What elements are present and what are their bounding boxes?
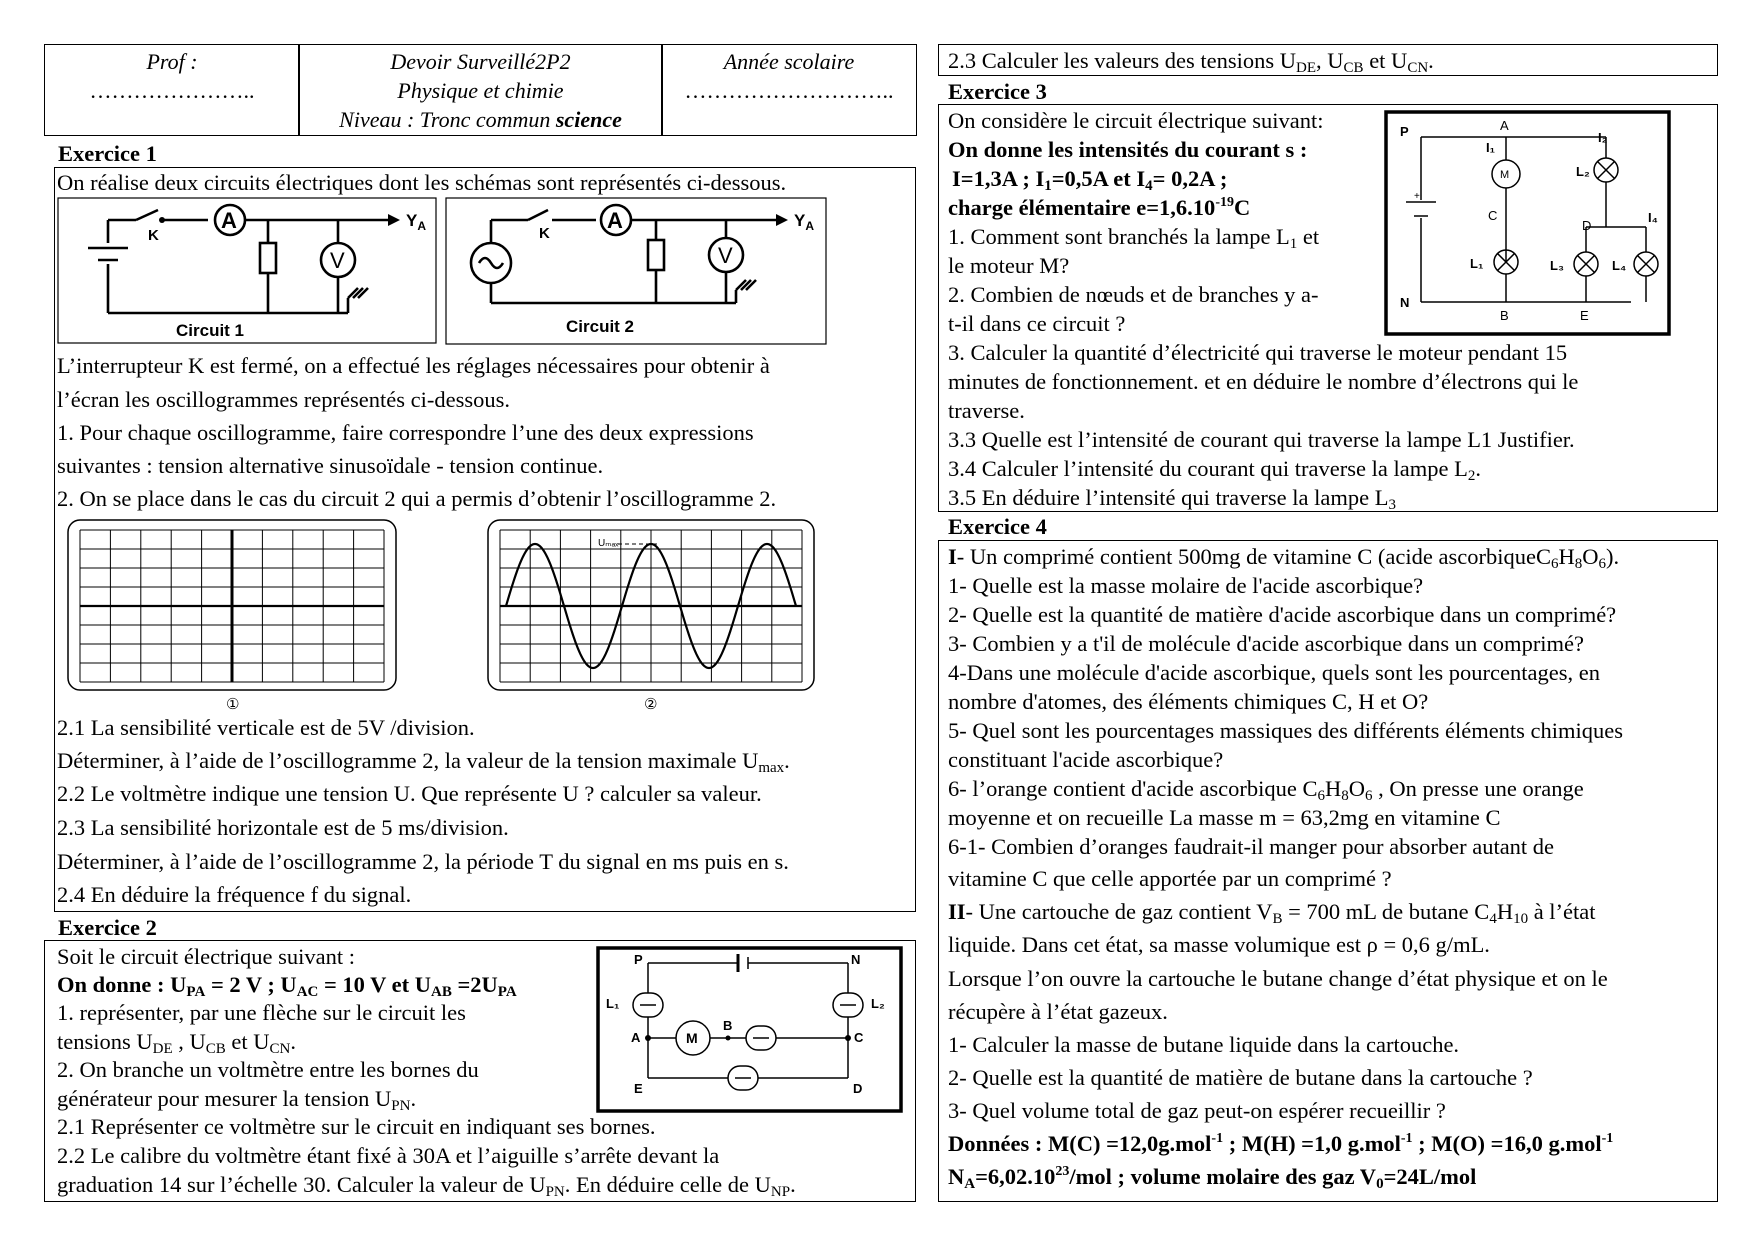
ex2-motor-label: M (686, 1030, 698, 1046)
ex2-q1b: tensions $U_{DE}$ , $U_{CB}$ et $U_{CN}$. (57, 1029, 296, 1057)
ex3-node-n: N (1400, 295, 1410, 310)
ex3-lamp-l2-label: L₂ (1576, 164, 1590, 179)
ex4-l20: Données : M(C) =12,0g.mol$^{-1}$ ; M(H) =1,0 g.mol$^{-1}$ ; M(O) =16,0 g.mol$^{-1}$ (948, 1131, 1614, 1156)
ex2-node-d: D (853, 1081, 863, 1096)
ex3-q1b: le moteur M? (948, 253, 1070, 278)
ex4-l1: I- Un comprimé contient 500mg de vitamine C (acide $ascorbiqueC_6H_8O_6$). (948, 544, 1620, 572)
ex4-l7: 5- Quel sont les pourcentages massiques des différents éléments chimiques (948, 718, 1624, 743)
year-label: Année scolaire (723, 49, 855, 74)
ex3-q1a: 1. Comment sont branchés la lampe $L_1$ et (948, 224, 1320, 252)
ex3-node-c: C (1488, 208, 1498, 223)
ex1-q22: 2.2 Le voltmètre indique une tension U. Que représente U ? calculer sa valeur. (57, 781, 762, 806)
ex2-q22a: 2.2 Le calibre du voltmètre étant fixé à 30A et l’aiguille s’arrête devant la (57, 1143, 720, 1168)
ex4-l10: moyenne et on recueille La masse m = 63,2mg en vitamine C (948, 805, 1501, 830)
ex2-lamp-l2-label: L₂ (871, 996, 885, 1011)
ex1-p1: L’interrupteur K est fermé, on a effectué les réglages nécessaires pour obtenir à (57, 353, 770, 378)
ex1-q24: 2.4 En déduire la fréquence f du signal. (57, 882, 412, 907)
ex3-i4-label: I₄ (1648, 210, 1658, 225)
ex4-l6: nombre d'atomes, des éléments chimiques C, H et O? (948, 689, 1429, 714)
ex4-l8: constituant l'acide ascorbique? (948, 747, 1224, 772)
c2-ammeter-label: A (607, 208, 623, 233)
ex3-lamp-l1-label: L₁ (1470, 256, 1484, 271)
ex2-q2b: générateur pour mesurer la tension $U_{PN}$. (57, 1086, 417, 1114)
ex3-circuit-frame (1386, 112, 1669, 334)
oscillogram-2 (488, 520, 818, 713)
ex2-circuit-diagram (598, 948, 903, 1113)
prof-label: Prof : (146, 49, 198, 74)
ex4-l5: 4-Dans une molécule d'acide ascorbique, quels sont les pourcentages, en (948, 660, 1600, 685)
ex1-q2: 2. On se place dans le cas du circuit 2 qui a permis d’obtenir l’oscillogramme 2. (57, 486, 777, 511)
ex4-l3: 2- Quelle est la quantité de matière d'acide ascorbique dans un comprimé? (948, 602, 1617, 627)
header-year (661, 44, 917, 136)
oscillogram-1 (68, 520, 398, 713)
ex2-node-p: P (634, 952, 643, 967)
ex4-l2: 1- Quelle est la masse molaire de l'acide ascorbique? (948, 573, 1424, 598)
ex3-q34: 3.4 Calculer l’intensité du courant qui traverse la lampe $L_2$. (948, 456, 1481, 484)
ex3-q3a: 3. Calculer la quantité d’électricité qui traverse le moteur pendant 15 (948, 340, 1568, 365)
ex4-l11: 6-1- Combien d’oranges faudrait-il manger pour absorber autant de (948, 834, 1555, 859)
exam-subject: Physique et chimie (397, 78, 564, 103)
ex1-q1a: 1. Pour chaque oscillogramme, faire correspondre l’une des deux expressions (57, 420, 754, 445)
ex4-l16: récupère à l’état gazeux. (948, 999, 1168, 1024)
ex1-p2: l’écran les oscillogrammes représentés ci-dessous. (57, 387, 510, 412)
circuit-1-diagram (58, 198, 438, 344)
prof-dots: ………………….. (89, 78, 255, 103)
circuit-2-diagram (446, 198, 828, 346)
ex4-l18: 2- Quelle est la quantité de matière de butane dans la cartouche ? (948, 1065, 1533, 1090)
year-dots: ……………………….. (684, 78, 894, 103)
c1-ya-label: $Y_A$ (406, 211, 427, 233)
c1-ammeter-label: A (221, 208, 237, 233)
ex3-given2: I=1,3A ; $I_1=0,5A$ et $I_4= 0,2A$ ; (952, 166, 1228, 194)
circuit-1-label: Circuit 1 (176, 321, 245, 340)
c1-switch-label: K (148, 227, 159, 244)
ex3-intro: On considère le circuit électrique suivant: (948, 108, 1324, 133)
ex4-l9: 6- l’orange contient d'acide ascorbique $C_6H_8O_6$ , On presse une orange (948, 776, 1584, 804)
ex4-title: Exercice 4 (948, 514, 1047, 539)
ex3-node-p: P (1400, 124, 1409, 139)
ex3-motor-label: M (1500, 169, 1510, 181)
exam-level: Niveau : Tronc commun science (339, 107, 622, 132)
c2-voltmeter-label: V (718, 243, 733, 268)
ex4-l17: 1- Calculer la masse de butane liquide dans la cartouche. (948, 1032, 1460, 1057)
ex3-q3c: traverse. (948, 398, 1025, 423)
ex3-lamp-l4-label: L₄ (1612, 258, 1627, 273)
ex3-lamp-l3-label: L₃ (1550, 258, 1564, 273)
ex2-q2a: 2. On branche un voltmètre entre les bornes du (57, 1057, 479, 1082)
ex3-i2-label: I₂ (1598, 130, 1608, 145)
ex2-node-e: E (634, 1081, 643, 1096)
ex2-q22b: graduation 14 sur l’échelle 30. Calculer la valeur de $U_{PN}$. En déduire celle de $U_{NP}$. (57, 1172, 796, 1200)
ex3-plus-sign: + (1414, 191, 1420, 202)
ex3-node-d: D (1582, 218, 1592, 233)
ex4-l21: $N_A=6,02.10^{23}$/mol ; volume molaire des gaz $V_0=24L$/mol (948, 1164, 1477, 1192)
ex1-q21: 2.1 La sensibilité verticale est de 5V /division. (57, 715, 475, 740)
ex4-l15: Lorsque l’on ouvre la cartouche le butane change d’état physique et on le (948, 966, 1608, 991)
ex3-i1-label: I₁ (1486, 140, 1495, 155)
ex1-q23b: Déterminer, à l’aide de l’oscillogramme 2, la période T du signal en ms puis en s. (57, 849, 789, 874)
ex3-node-b: B (1500, 308, 1509, 323)
ex3-circuit-diagram (1386, 112, 1671, 337)
ex2-intro: Soit le circuit électrique suivant : (57, 944, 356, 969)
osc1-label: ① (226, 696, 240, 713)
ex1-q21b: Déterminer, à l’aide de l’oscillogramme 2, la valeur de la tension maximale $U_{max}$. (57, 748, 790, 776)
c2-switch-label: K (539, 225, 550, 242)
circuit-2-label: Circuit 2 (566, 317, 635, 336)
ex3-q2a: 2. Combien de nœuds et de branches y a- (948, 282, 1319, 307)
ex2-q23: 2.3 Calculer les valeurs des tensions $U_{DE}$, $U_{CB}$ et $U_{CN}$. (948, 48, 1434, 76)
header-prof (44, 44, 300, 136)
ex2-node-c: C (854, 1030, 864, 1045)
ex3-title: Exercice 3 (948, 79, 1047, 104)
ex2-node-a: A (631, 1030, 641, 1045)
exam-title: Devoir Surveillé2P2 (390, 49, 571, 74)
osc2-umax-tag: Uₘₐₓ (598, 538, 619, 549)
ex4-l14: liquide. Dans cet état, sa masse volumique est ρ = 0,6 g/mL. (948, 932, 1490, 957)
ex3-given1: On donne les intensités du courant s : (948, 137, 1308, 162)
ex2-node-n: N (851, 952, 861, 967)
ex1-title: Exercice 1 (58, 141, 157, 166)
ex1-q1b: suivantes : tension alternative sinusoïdale - tension continue. (57, 453, 604, 478)
ex4-l19: 3- Quel volume total de gaz peut-on espérer recueillir ? (948, 1098, 1446, 1123)
ex2-q1a: 1. représenter, par une flèche sur le circuit les (57, 1000, 466, 1025)
ex1-q23: 2.3 La sensibilité horizontale est de 5 ms/division. (57, 815, 509, 840)
ex3-node-a: A (1500, 118, 1509, 133)
ex3-q3b: minutes de fonctionnement. et en déduire le nombre d’électrons qui le (948, 369, 1579, 394)
ex2-given: On donne : $U_{PA} = 2$ V ; $U_{AC} = 10$ V et $U_{AB} =2U_{PA}$ (57, 972, 517, 1000)
ex4-l4: 3- Combien y a t'il de molécule d'acide ascorbique dans un comprimé? (948, 631, 1585, 656)
ex3-q35: 3.5 En déduire l’intensité qui traverse la lampe $L_3$ (948, 485, 1396, 513)
ex3-q33: 3.3 Quelle est l’intensité de courant qui traverse la lampe L1 Justifier. (948, 427, 1575, 452)
ex2-node-b: B (723, 1018, 733, 1033)
ex4-l13: II- Une cartouche de gaz contient $V_B = 700$ mL de butane $C_4H_{10}$ à l’état (948, 899, 1596, 927)
osc2-label: ② (644, 696, 658, 713)
c2-ya-label: $Y_A$ (794, 211, 815, 233)
header-title (298, 44, 663, 136)
ex1-intro: On réalise deux circuits électriques dont les schémas sont représentés ci-dessous. (57, 170, 787, 195)
ex4-l12: vitamine C que celle apportée par un comprimé ? (948, 866, 1392, 891)
c1-voltmeter-label: V (330, 248, 345, 273)
ex2-title: Exercice 2 (58, 915, 157, 940)
ex2-q21: 2.1 Représenter ce voltmètre sur le circuit en indiquant ses bornes. (57, 1114, 656, 1139)
ex3-given3: charge élémentaire $e=1,6.10^{-19}C$ (948, 195, 1251, 220)
ex2-lamp-l1-label: L₁ (606, 996, 620, 1011)
ex3-q2b: t-il dans ce circuit ? (948, 311, 1126, 336)
ex3-node-e: E (1580, 308, 1589, 323)
